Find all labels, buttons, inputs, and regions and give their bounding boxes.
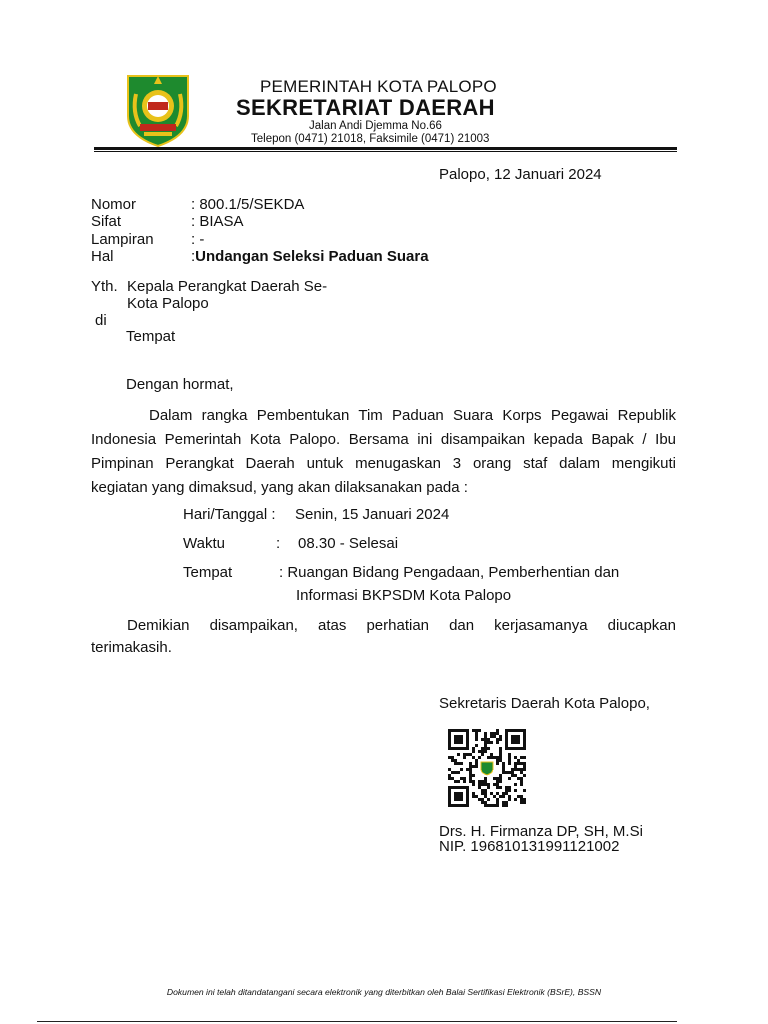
signatory-name: Drs. H. Firmanza DP, SH, M.Si [439,823,643,840]
schedule-place-label: Tempat [183,564,233,581]
meta-label-sifat: Sifat [91,213,122,230]
schedule-time-colon: : [276,535,281,552]
meta-label-nomor: Nomor [91,196,137,213]
signature-title: Sekretaris Daerah Kota Palopo, [439,695,650,712]
palopo-coat-of-arms-icon [124,72,192,148]
body-line-3: Pimpinan Perangkat Daerah untuk menugaskan 3 orang staf dalam mengikuti [91,455,676,472]
schedule-day-value: Senin, 15 Januari 2024 [295,506,450,523]
qr-code-icon [442,729,532,807]
letterhead-rule-thin [94,151,677,152]
closing-line-2: terimakasih. [91,639,172,656]
recipient-di: di [95,312,107,329]
meta-value-hal: Undangan Seleksi Paduan Suara [195,248,429,265]
schedule-time-label: Waktu [183,535,225,552]
recipient-line1: Kepala Perangkat Daerah Se- [127,278,328,295]
schedule-place-value-2: Informasi BKPSDM Kota Palopo [296,587,512,604]
greeting: Dengan hormat, [126,376,234,393]
closing-line-1: Demikian disampaikan, atas perhatian dan kerjasamanya diucapkan [127,617,676,634]
government-name: PEMERINTAH KOTA PALOPO [260,77,497,96]
meta-label-lampiran: Lampiran [91,231,154,248]
office-contact: Telepon (0471) 21018, Faksimile (0471) 21003 [251,133,490,145]
letterhead-rule-thick [94,147,677,150]
meta-hal-line [191,248,429,265]
e-signature-note: Dokumen ini telah ditandatangani secara elektronik yang diterbitkan oleh Balai Sertifikasi Elektronik (BSrE), BSSN [166,987,602,997]
recipient-yth: Yth. [91,278,118,295]
schedule-day-label: Hari/Tanggal : [183,506,276,523]
signatory-nip: NIP. 196810131991121002 [439,838,620,855]
recipient-tempat: Tempat [126,328,176,345]
office-address: Jalan Andi Djemma No.66 [309,120,442,132]
office-name: SEKRETARIAT DAERAH [236,95,495,120]
meta-value-sifat: : BIASA [191,213,244,230]
body-line-1: Dalam rangka Pembentukan Tim Paduan Suara Korps Pegawai Republik [149,407,676,424]
body-line-4: kegiatan yang dimaksud, yang akan dilaksanakan pada : [91,479,468,496]
body-line-2: Indonesia Pemerintah Kota Palopo. Bersama ini disampaikan kepada Bapak / Ibu [91,431,676,448]
meta-label-hal: Hal [91,248,114,265]
meta-value-lampiran: : - [191,231,205,248]
meta-colon-hal: : [191,248,196,265]
schedule-place-value-1: : Ruangan Bidang Pengadaan, Pemberhentian dan [279,564,620,581]
schedule-time-value: 08.30 - Selesai [298,535,399,552]
meta-value-nomor: : 800.1/5/SEKDA [191,196,305,213]
footer-rule [37,1021,677,1022]
place-date: Palopo, 12 Januari 2024 [439,166,602,183]
recipient-line2: Kota Palopo [127,295,209,312]
